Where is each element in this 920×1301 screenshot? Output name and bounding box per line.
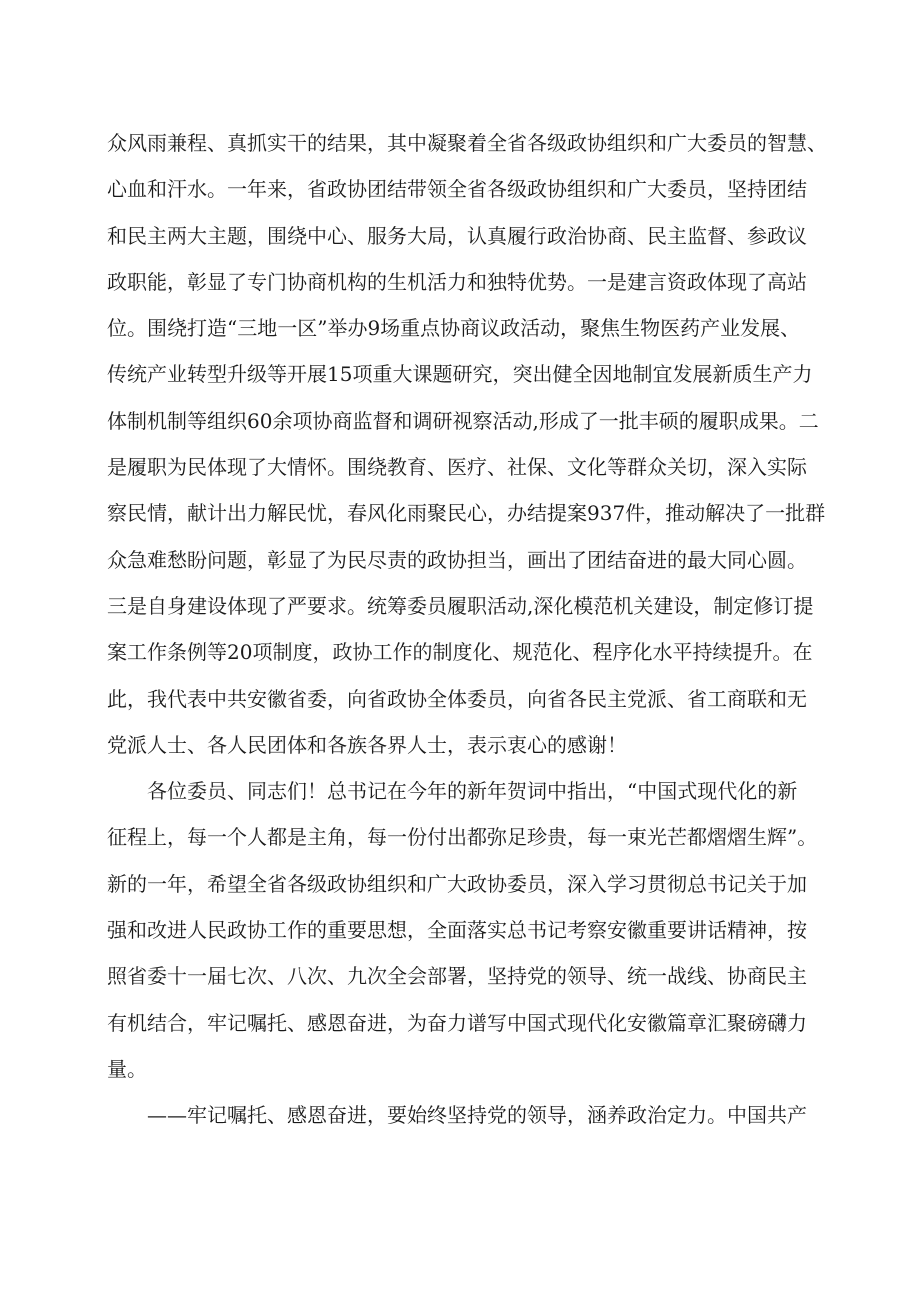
text-line: 三是自身建设体现了严要求。统筹委员履职活动,深化模范机关建设，制定修订提 [107, 593, 814, 618]
text-line: 体制机制等组织60余项协商监督和调研视察活动,形成了一批丰硕的履职成果。二 [107, 408, 819, 433]
paragraph-start-line: 各位委员、同志们！总书记在今年的新年贺词中指出，“中国式现代化的新 [147, 779, 798, 804]
text-line: 传统产业转型升级等开展15项重大课题研究，突出健全因地制宜发展新质生产力 [107, 362, 813, 387]
text-line: 和民主两大主题，围绕中心、服务大局，认真履行政治协商、民主监督、参政议 [107, 223, 807, 248]
text-line: 察民情，献计出力解民忧，春风化雨聚民心，办结提案937件，推动解决了一批群 [107, 501, 826, 526]
text-line: 案工作条例等20项制度，政协工作的制度化、规范化、程序化水平持续提升。在 [107, 640, 813, 665]
text-line: 征程上，每一个人都是主角，每一份付出都弥足珍贵，每一束光芒都熠熠生辉”。 [107, 825, 818, 850]
text-line: 有机结合，牢记嘱托、感恩奋进，为奋力谱写中国式现代化安徽篇章汇聚磅礴力 [107, 1010, 807, 1035]
text-line: 众风雨兼程、真抓实干的结果，其中凝聚着全省各级政协组织和广大委员的智慧、 [107, 131, 827, 155]
text-line: 照省委十一届七次、八次、九次全会部署，坚持党的领导、统一战线、协商民主 [107, 964, 807, 989]
text-line: 位。围绕打造“三地一区”举办9场重点协商议政活动，聚焦生物医药产业发展、 [107, 316, 801, 341]
text-line: 此，我代表中共安徽省委，向省政协全体委员，向省各民主党派、省工商联和无 [107, 686, 807, 711]
document-body [107, 120, 827, 1139]
text-line: 心血和汗水。一年来，省政协团结带领全省各级政协组织和广大委员，坚持团结 [107, 177, 807, 202]
text-line: 是履职为民体现了大情怀。围绕教育、医疗、社保、文化等群众关切，深入实际 [107, 455, 807, 480]
text-line: 强和改进人民政协工作的重要思想，全面落实总书记考察安徽重要讲话精神，按 [107, 918, 807, 943]
paragraph-start-line: ——牢记嘱托、感恩奋进，要始终坚持党的领导，涵养政治定力。中国共产 [147, 1103, 807, 1128]
text-line: 新的一年，希望全省各级政协组织和广大政协委员，深入学习贯彻总书记关于加 [107, 871, 807, 896]
text-line: 政职能，彰显了专门协商机构的生机活力和独特优势。一是建言资政体现了高站 [107, 269, 807, 294]
text-line: 党派人士、各人民团体和各族各界人士，表示衷心的感谢！ [107, 732, 627, 757]
text-line: 量。 [107, 1056, 147, 1081]
text-line: 众急难愁盼问题，彰显了为民尽责的政协担当，画出了团结奋进的最大同心圆。 [107, 547, 807, 572]
